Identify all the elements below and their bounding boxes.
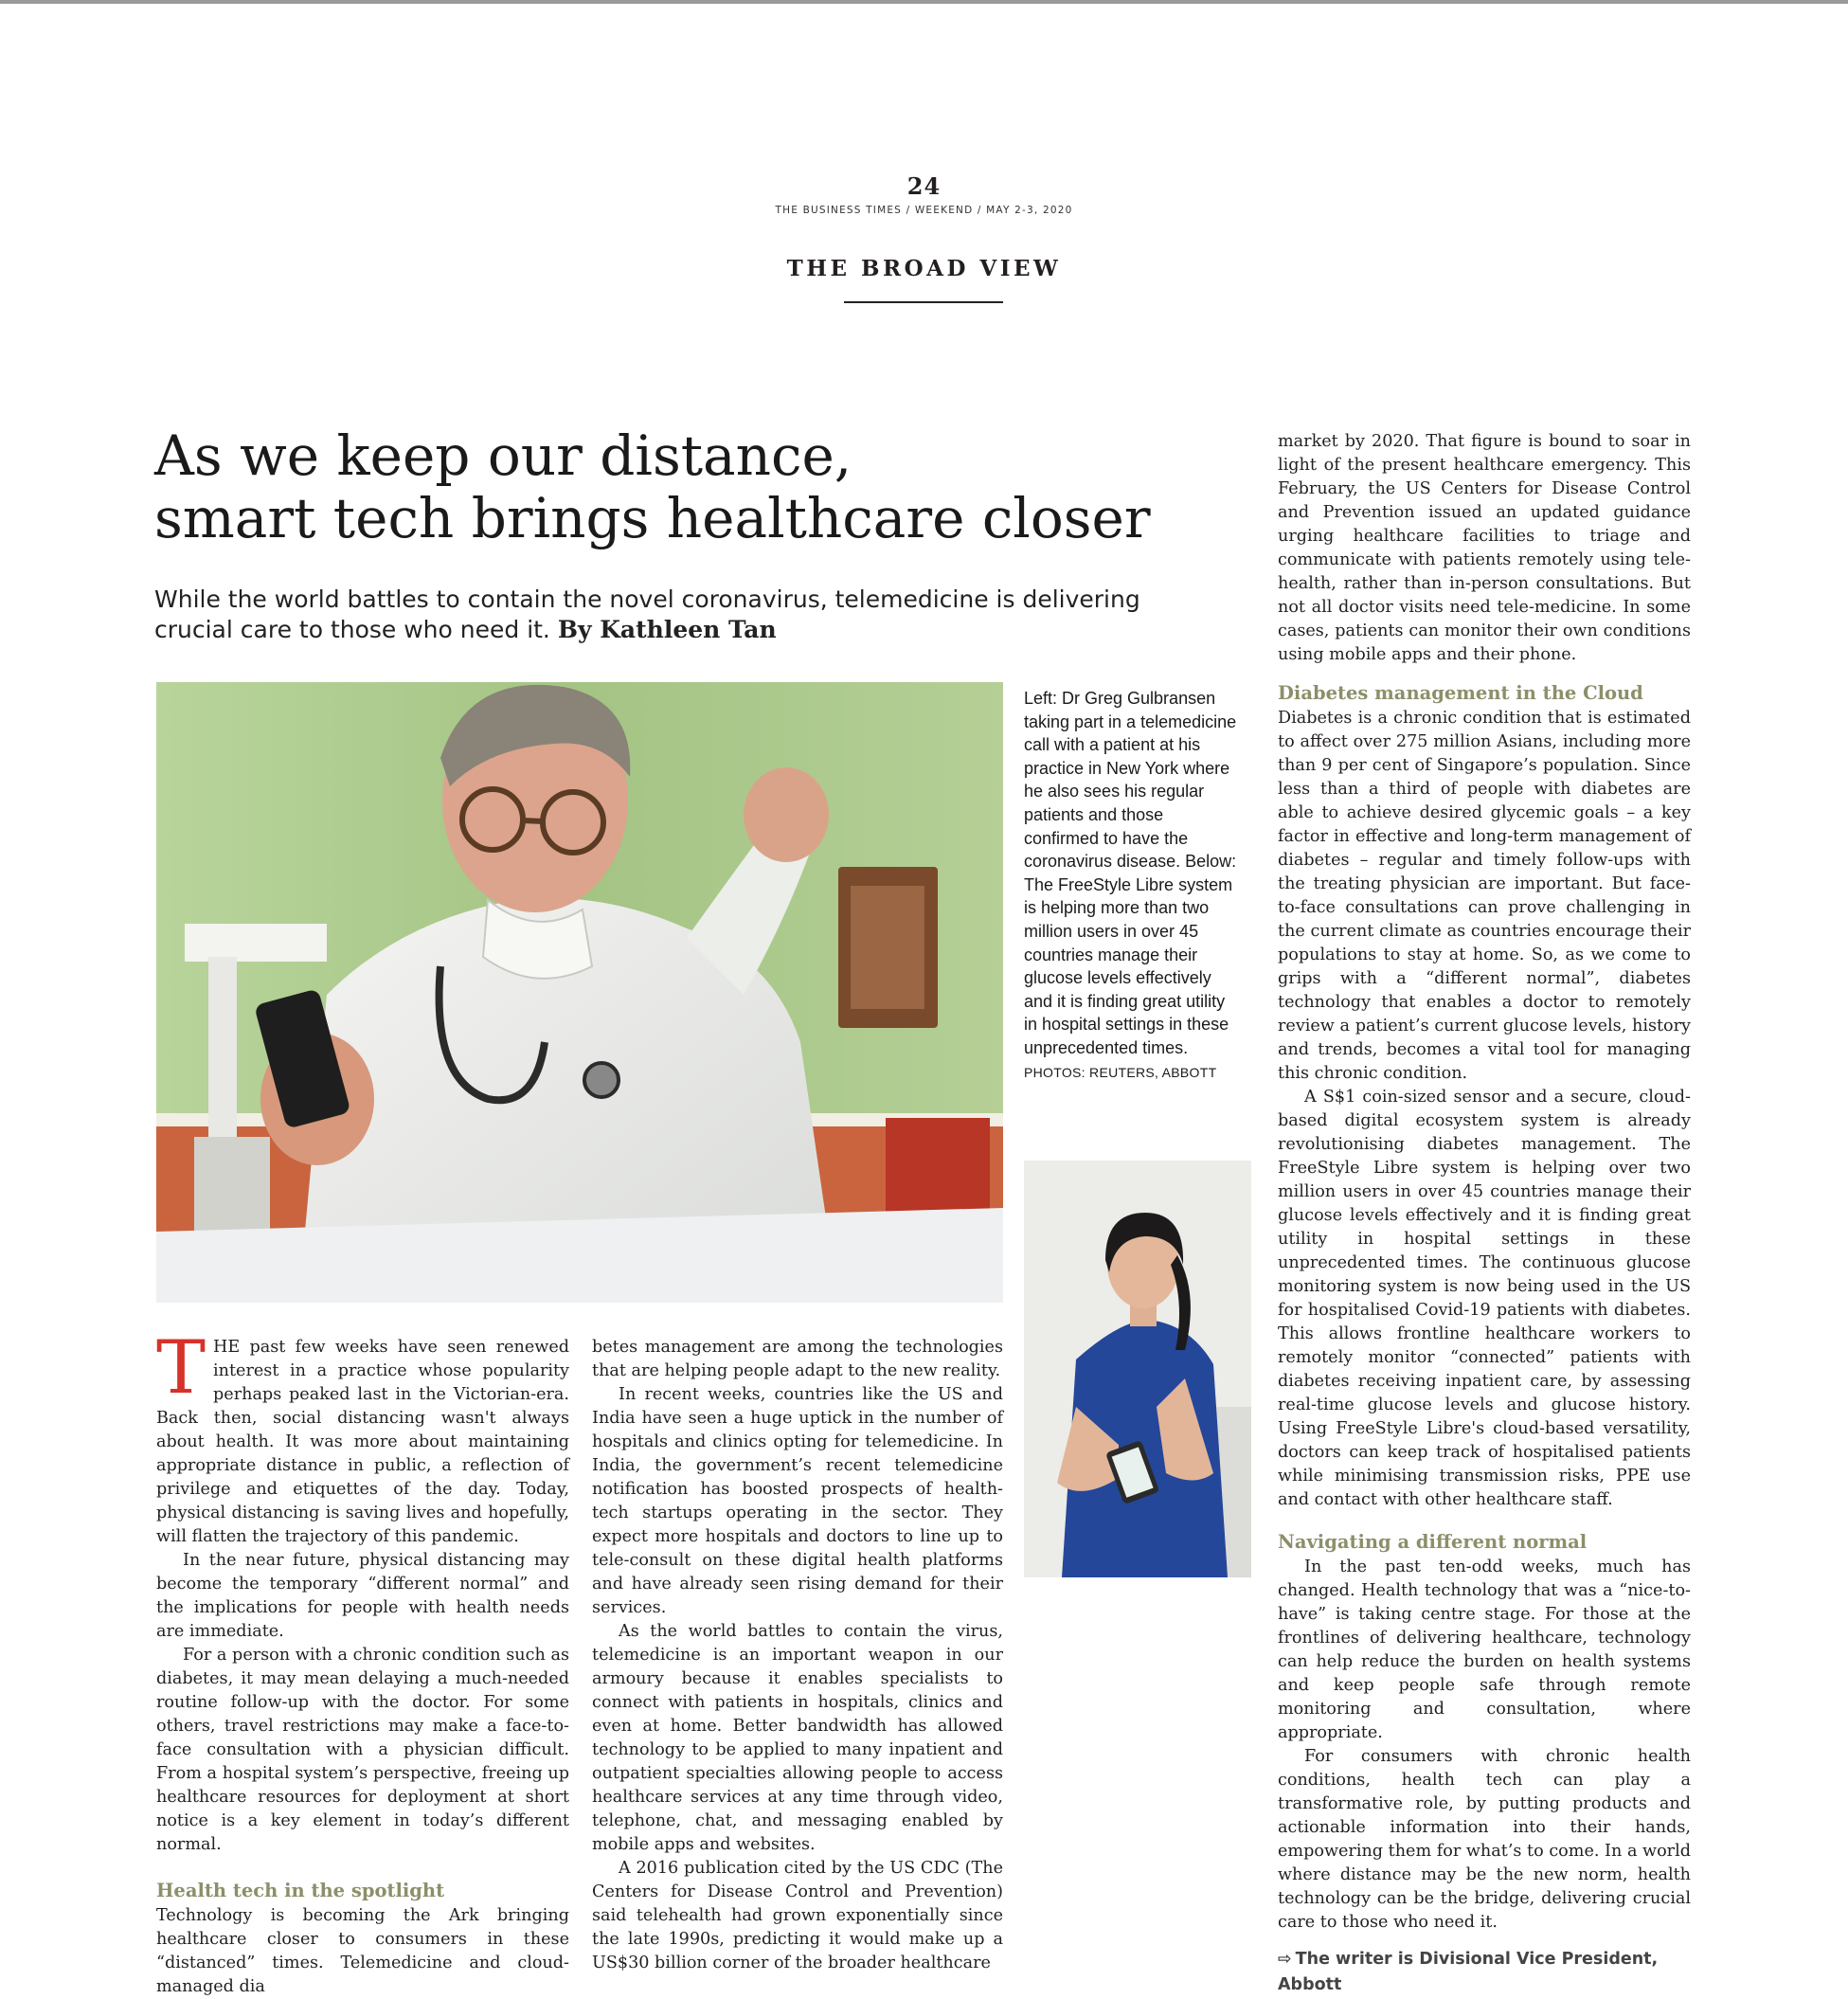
- top-border: [0, 0, 1848, 4]
- paragraph-6: As the world battles to contain the virus, telemedicine is an important weapon in our armoury because it enables specialists to connect with patients in hospitals, clinics and even at home. Better bandwidth has allowed technology to be applied to many inpatient and outpatient specialties allowing people to access healthcare services at any time through video, telephone, chat, and messaging enabled by mobile apps and websites.: [592, 1622, 1003, 1854]
- endnote-text: The writer is Divisional Vice President, Abbott: [1278, 1950, 1659, 1994]
- standfirst: [154, 585, 1196, 645]
- caption-text: Left: Dr Greg Gulbransen taking part in a telemedicine call with a patient at his practice in New York where he also sees his regular patients and those confirmed to have the coronavirus disease. Below: The FreeStyle Libre system is helping more than two million users in over 45 countries manage their glucose levels effectively and it is finding great utility in hospital settings in these unprecedented times.: [1024, 689, 1237, 1057]
- paragraph-3: For a person with a chronic condition such as diabetes, it may mean delaying a much-needed routine follow-up with the doctor. For some others, travel restrictions may make a face-to-face consultation with a physician difficult. From a hospital system’s perspective, freeing up healthcare resources for deployment at short notice is a key element in today’s different normal.: [156, 1646, 569, 1854]
- page-number: 24: [906, 172, 942, 200]
- subhead-different-normal: Navigating a different normal: [1278, 1531, 1588, 1553]
- paragraph-2: In the near future, physical distancing may become the temporary “different normal” and the implications for people with health needs are immediate.: [156, 1551, 569, 1641]
- headline-line-2: smart tech brings healthcare closer: [154, 486, 1151, 550]
- section-divider: [844, 301, 1003, 303]
- arrow-icon: ⇨: [1278, 1950, 1292, 1969]
- paragraph-1: [156, 1325, 569, 1549]
- drop-cap: T: [156, 1325, 206, 1411]
- paragraph-1-text: HE past few weeks have seen renewed interest in a practice whose popularity perhaps peaked last in the Victorian-era. Back then, social distancing wasn't always about health. It was more about maintaining appropriate distance in public, a reflection of privilege and etiquettes of the day. Today, physical distancing is saving lives and hopefully, will flatten the trajectory of this pandemic.: [156, 1338, 569, 1546]
- headline-line-1: As we keep our distance,: [154, 423, 852, 488]
- body-column-3: [1278, 430, 1691, 1935]
- paragraph-8: Diabetes is a chronic condition that is estimated to affect over 275 million Asians, including more than 9 per cent of Singapore’s population. Since less than a third of people with diabetes are able to achieve desired glycemic goals – a key factor in effective and long-term management of diabetes – regular and timely follow-ups with the treating physician are important. But face-to-face consultations can prove challenging in the current climate as countries encourage their populations to stay at home. So, as we come to grips with a “different normal”, diabetes technology that enables a doctor to remotely review a patient’s current glucose levels, history and trends, becomes a vital tool for managing this chronic condition.: [1278, 709, 1691, 1083]
- standfirst-line-2-text: crucial care to those who need it.: [154, 616, 550, 643]
- paragraph-7: A 2016 publication cited by the US CDC (The Centers for Disease Control and Prevention) said telehealth had grown exponentially since the late 1990s, predicting it would make up a US$30 billion corner of the broader healthcare: [592, 1859, 1003, 1972]
- subhead-diabetes-cloud: Diabetes management in the Cloud: [1278, 682, 1643, 704]
- paragraph-11: For consumers with chronic health conditions, health tech can play a transformative role, by putting products and actionable information into their hands, empowering them for what’s to come. In a world where distance may be the new norm, health technology can be the bridge, delivering crucial care to those who need it.: [1278, 1747, 1691, 1932]
- byline: By Kathleen Tan: [557, 616, 777, 643]
- doctor-illustration: [156, 682, 1003, 1303]
- sensor-user-illustration: [1024, 1161, 1251, 1577]
- photo-caption: [1024, 687, 1237, 1084]
- paragraph-4-continued: betes management are among the technologies that are helping people adapt to the new reality.: [592, 1338, 1003, 1380]
- paragraph-10: In the past ten-odd weeks, much has changed. Health technology that was a “nice-to-have” is taking centre stage. For those at the frontlines of delivering healthcare, technology can help reduce the burden on health systems and keep people safe through remote monitoring and consultation, where appropriate.: [1278, 1558, 1691, 1742]
- paragraph-7-continued: market by 2020. That figure is bound to soar in light of the present healthcare emergency. This February, the US Centers for Disease Control and Prevention issued an updated guidance urging healthcare facilities to triage and communicate with patients remotely using tele-health, rather than in-person consultations. But not all doctor visits need tele-medicine. In some cases, patients can monitor their own conditions using mobile apps and their phone.: [1278, 432, 1691, 664]
- main-photo-doctor: [156, 682, 1003, 1303]
- headline: [154, 424, 1215, 549]
- paragraph-4: Technology is becoming the Ark bringing healthcare closer to consumers in these “distanced” times. Telemedicine and cloud-managed dia: [156, 1906, 569, 1996]
- publication-folio: THE BUSINESS TIMES / WEEKEND / MAY 2-3, 2020: [775, 205, 1073, 216]
- photo-credit: PHOTOS: REUTERS, ABBOTT: [1024, 1064, 1217, 1080]
- photo-freestyle-libre-user: [1024, 1161, 1251, 1577]
- subhead-health-tech: Health tech in the spotlight: [156, 1880, 445, 1901]
- standfirst-line-2: [154, 615, 1196, 645]
- standfirst-line-1: While the world battles to contain the novel coronavirus, telemedicine is delivering: [154, 585, 1140, 613]
- section-title: THE BROAD VIEW: [786, 256, 1062, 281]
- body-column-1: [156, 1325, 569, 1999]
- paragraph-9: A S$1 coin-sized sensor and a secure, cloud-based digital ecosystem system is already revolutionising diabetes management. The FreeStyle Libre system is helping over two million users in over 45 countries manage their glucose levels effectively and it is finding great utility in hospital settings in these unprecedented times. The continuous glucose monitoring system is now being used in the US for hospitalised Covid-19 patients with diabetes. This allows frontline healthcare workers to remotely monitor “connected” patients with diabetes receiving inpatient care, by assessing real-time glucose levels and glucose history. Using FreeStyle Libre's cloud-based versatility, doctors can keep track of hospitalised patients while minimising transmission risks, PPE use and contact with other healthcare staff.: [1278, 1088, 1691, 1509]
- paragraph-5: In recent weeks, countries like the US and India have seen a huge uptick in the number of hospitals and clinics opting for telemedicine. In India, the government’s recent telemedicine notification has boosted prospects of health-tech startups operating in the sector. They expect more hospitals and doctors to line up to tele-consult on these digital health platforms and have already seen rising demand for their services.: [592, 1385, 1003, 1617]
- body-column-2: [592, 1336, 1003, 1975]
